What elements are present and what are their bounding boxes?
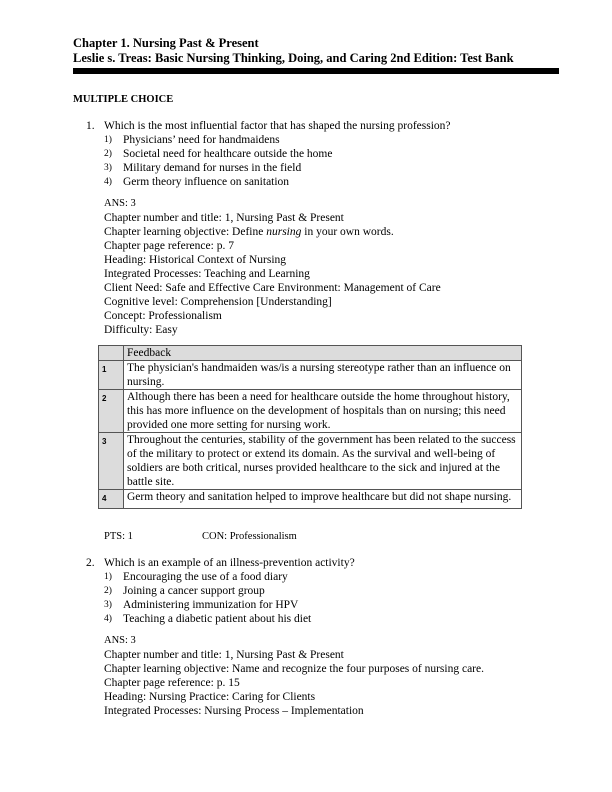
choice-item[interactable] bbox=[104, 612, 526, 626]
choice-number: 4) bbox=[104, 614, 112, 624]
learning-objective: Chapter learning objective: Name and recognize the four purposes of nursing care. bbox=[104, 663, 484, 675]
chapter-number-title: Chapter number and title: 1, Nursing Past & Present bbox=[104, 649, 344, 661]
choice-number: 3) bbox=[104, 600, 112, 610]
answer-metadata bbox=[104, 197, 526, 337]
chapter-title: Chapter 1. Nursing Past & Present bbox=[73, 36, 259, 50]
choice-item[interactable] bbox=[104, 175, 526, 189]
feedback-text: Although there has been a need for healthcare outside the home throughout history, this has more influence on the development of hospitals than on nursing; this need provided one more setting for nursing work. bbox=[124, 390, 522, 433]
points-value: PTS: 1 bbox=[104, 531, 133, 542]
choice-list bbox=[104, 133, 526, 189]
feedback-number: 4 bbox=[99, 490, 124, 509]
document-header bbox=[73, 36, 559, 74]
choice-text: Military demand for nurses in the field bbox=[123, 162, 302, 174]
feedback-table bbox=[98, 345, 522, 509]
feedback-number: 1 bbox=[99, 361, 124, 390]
choice-number: 4) bbox=[104, 177, 112, 187]
choice-text: Teaching a diabetic patient about his diet bbox=[123, 613, 312, 625]
section-title: MULTIPLE CHOICE bbox=[73, 94, 174, 105]
choice-number: 2) bbox=[104, 586, 112, 596]
choice-number: 1) bbox=[104, 572, 112, 582]
question-2 bbox=[86, 556, 526, 718]
feedback-row bbox=[99, 490, 522, 509]
header-rule bbox=[73, 68, 559, 74]
answer-key: ANS: 3 bbox=[104, 635, 136, 646]
feedback-number: 2 bbox=[99, 390, 124, 433]
feedback-row bbox=[99, 361, 522, 390]
chapter-number-title: Chapter number and title: 1, Nursing Past & Present bbox=[104, 212, 344, 224]
question-number: 2. bbox=[86, 557, 95, 569]
choice-text: Encouraging the use of a food diary bbox=[123, 571, 288, 583]
feedback-text: The physician's handmaiden was/is a nursing stereotype rather than an influence on nursing. bbox=[124, 361, 522, 390]
page-reference: Chapter page reference: p. 15 bbox=[104, 677, 240, 689]
concept-line: Concept: Professionalism bbox=[104, 310, 222, 322]
feedback-header-row bbox=[99, 346, 522, 361]
feedback-row bbox=[99, 390, 522, 433]
choice-item[interactable] bbox=[104, 584, 526, 598]
feedback-header: Feedback bbox=[124, 346, 522, 361]
client-need: Client Need: Safe and Effective Care Environment: Management of Care bbox=[104, 282, 441, 294]
choice-number: 1) bbox=[104, 135, 112, 145]
feedback-row bbox=[99, 433, 522, 490]
question-stem bbox=[86, 556, 526, 570]
feedback-text: Germ theory and sanitation helped to improve healthcare but did not shape nursing. bbox=[124, 490, 522, 509]
concept-tag: CON: Professionalism bbox=[202, 531, 297, 542]
feedback-text: Throughout the centuries, stability of the government has been related to the success of the military to protect or extend its domain. As the survival and well-being of soldiers are both critical, nurses provided healthcare to the sick and injured at the battle site. bbox=[124, 433, 522, 490]
book-title: Leslie s. Treas: Basic Nursing Thinking, Doing, and Caring 2nd Edition: Test Bank bbox=[73, 51, 514, 65]
choice-text: Germ theory influence on sanitation bbox=[123, 176, 290, 188]
choice-text: Physicians’ need for handmaidens bbox=[123, 134, 280, 146]
choice-item[interactable] bbox=[104, 598, 526, 612]
heading-line: Heading: Nursing Practice: Caring for Clients bbox=[104, 691, 316, 703]
question-1 bbox=[86, 119, 526, 337]
integrated-processes: Integrated Processes: Nursing Process – Implementation bbox=[104, 705, 364, 717]
choice-text: Administering immunization for HPV bbox=[123, 599, 299, 611]
question-number: 1. bbox=[86, 120, 95, 132]
heading-line: Heading: Historical Context of Nursing bbox=[104, 254, 287, 266]
question-stem bbox=[86, 119, 526, 133]
learning-objective: Chapter learning objective: Define nursing in your own words. bbox=[104, 226, 394, 238]
question-text: Which is an example of an illness-prevention activity? bbox=[104, 557, 355, 569]
choice-number: 3) bbox=[104, 163, 112, 173]
choice-item[interactable] bbox=[104, 161, 526, 175]
answer-key: ANS: 3 bbox=[104, 198, 136, 209]
choice-text: Joining a cancer support group bbox=[123, 585, 265, 597]
choice-item[interactable] bbox=[104, 570, 526, 584]
choice-item[interactable] bbox=[104, 133, 526, 147]
answer-metadata bbox=[104, 634, 526, 718]
feedback-number: 3 bbox=[99, 433, 124, 490]
choice-number: 2) bbox=[104, 149, 112, 159]
cognitive-level: Cognitive level: Comprehension [Understanding] bbox=[104, 296, 332, 308]
page-reference: Chapter page reference: p. 7 bbox=[104, 240, 234, 252]
difficulty-line: Difficulty: Easy bbox=[104, 324, 178, 336]
choice-text: Societal need for healthcare outside the home bbox=[123, 148, 333, 160]
choice-list bbox=[104, 570, 526, 626]
question-text: Which is the most influential factor that has shaped the nursing profession? bbox=[104, 120, 451, 132]
points-line bbox=[104, 531, 297, 542]
choice-item[interactable] bbox=[104, 147, 526, 161]
integrated-processes: Integrated Processes: Teaching and Learning bbox=[104, 268, 310, 280]
